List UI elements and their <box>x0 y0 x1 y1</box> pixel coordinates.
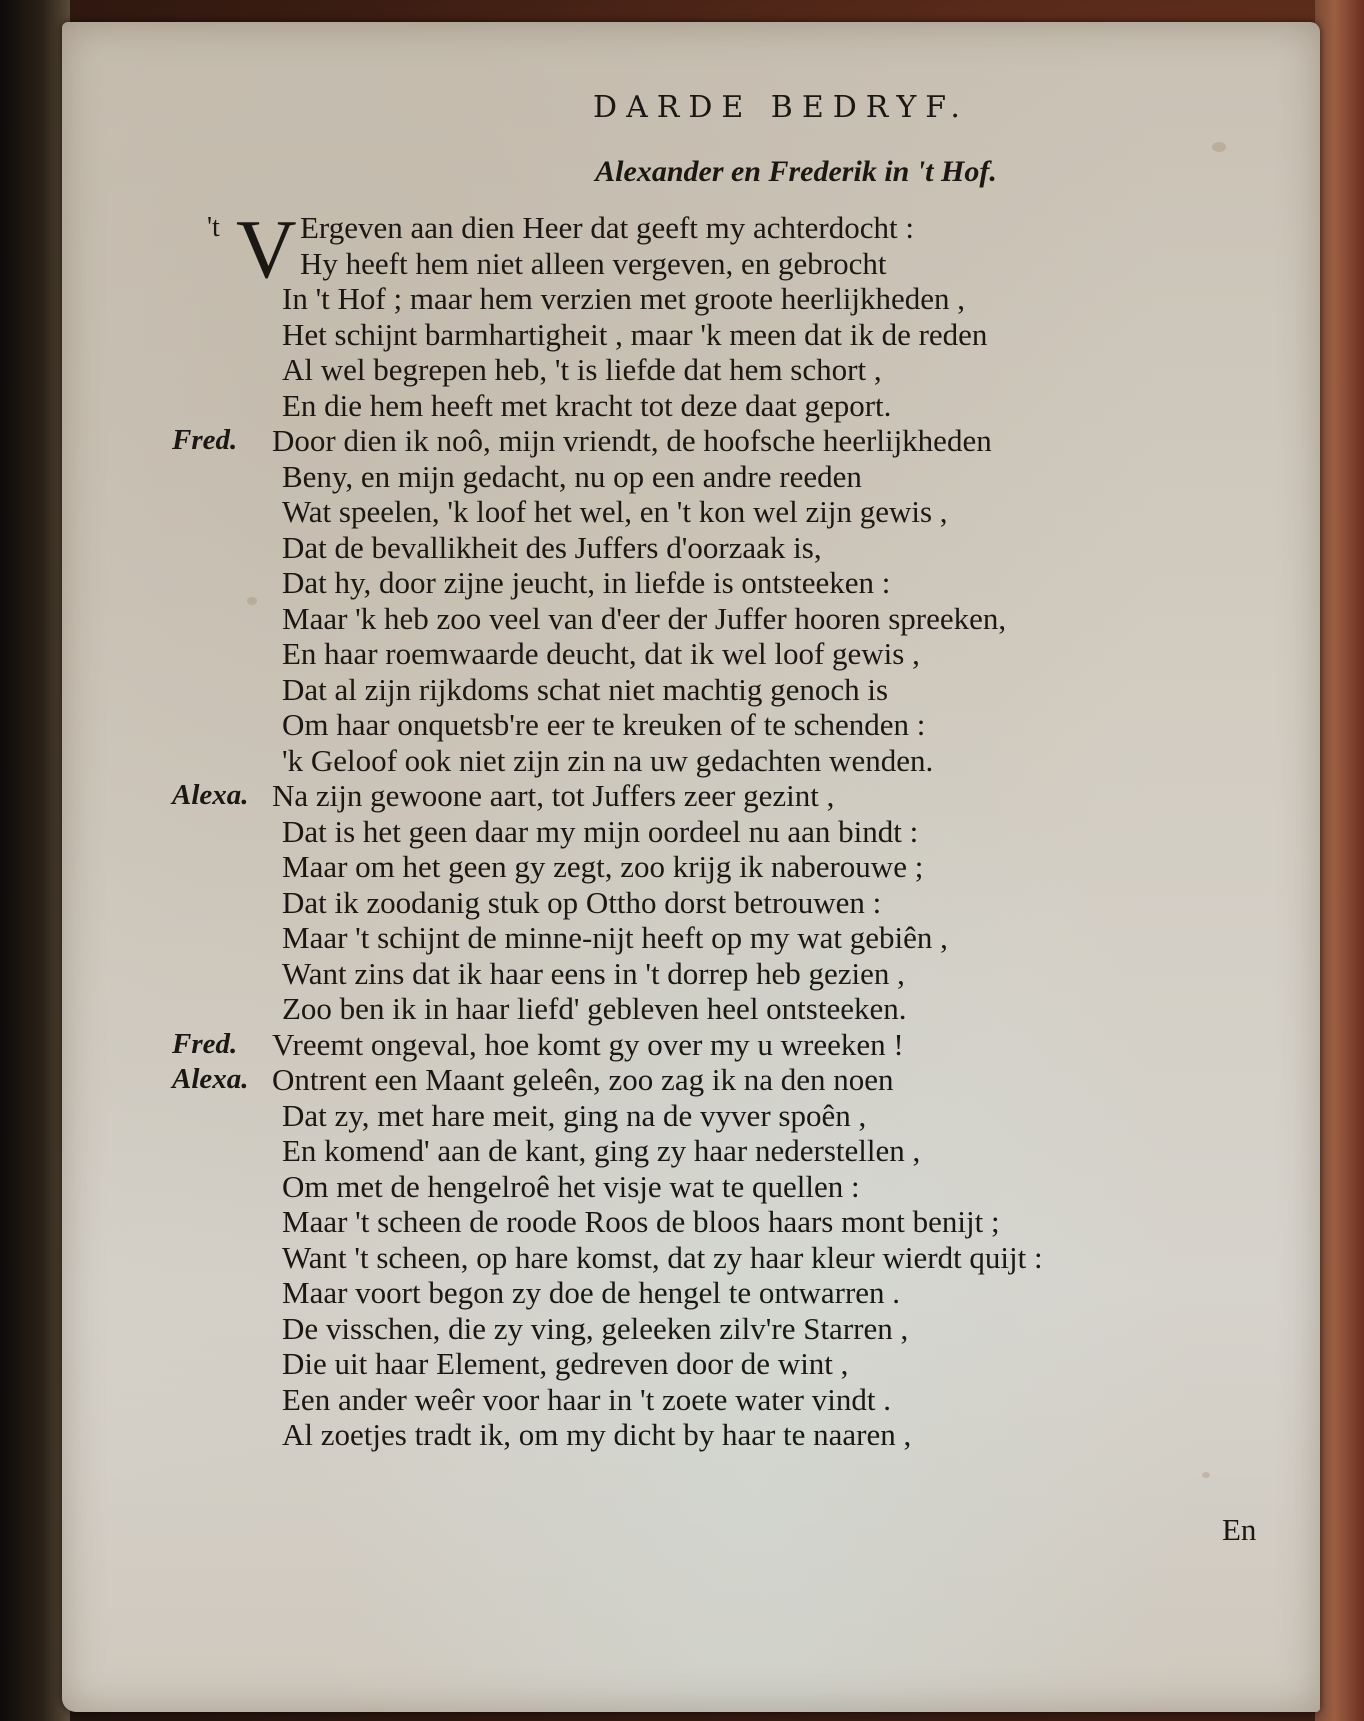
verse-line <box>172 423 1292 459</box>
verse-text: En komend' aan de kant, ging zy haar nederstellen , <box>282 1133 921 1168</box>
verse-text: Maar om het geen gy zegt, zoo krijg ik naberouwe ; <box>282 849 924 884</box>
verse-line <box>242 1311 1292 1347</box>
verse-line <box>242 494 1292 530</box>
speaker-label: Alexa. <box>172 779 249 811</box>
verse-text: Zoo ben ik in haar liefd' gebleven heel ontsteeken. <box>282 991 907 1026</box>
verse-line <box>242 565 1292 601</box>
verse-line <box>242 1417 1292 1453</box>
verse-text: 'k Geloof ook niet zijn zin na uw gedachten wenden. <box>282 742 934 778</box>
verse-line <box>242 1275 1292 1311</box>
verse-line <box>242 672 1292 708</box>
verse-text: Het schijnt barmhartigheit , maar 'k meen dat ik de reden <box>282 316 988 352</box>
verse-text: Ergeven aan dien Heer dat geeft my achterdocht : <box>300 210 914 245</box>
verse-text: En die hem heeft met kracht tot deze daat geport. <box>282 387 892 423</box>
verse-text: Dat al zijn rijkdoms schat niet machtig genoch is <box>282 671 889 707</box>
verse-text: Al zoetjes tradt ik, om my dicht by haar te naaren , <box>282 1417 912 1452</box>
verse-line <box>242 1169 1292 1205</box>
book-page <box>62 22 1320 1712</box>
verse-line <box>242 636 1292 672</box>
verse-line <box>242 352 1292 388</box>
verse-text: Na zijn gewoone aart, tot Juffers zeer gezint , <box>272 778 835 813</box>
verse-line <box>242 459 1292 495</box>
verse-lines <box>172 281 1292 1453</box>
verse-line <box>242 601 1292 637</box>
verse-line <box>172 1062 1292 1098</box>
catchword: En <box>1222 1512 1257 1547</box>
verse-text: Dat ik zoodanig stuk op Ottho dorst betrouwen : <box>282 884 882 920</box>
verse-text: Want zins dat ik haar eens in 't dorrep heb gezien , <box>282 955 905 991</box>
verse-line <box>242 920 1292 956</box>
verse-line <box>242 281 1292 317</box>
verse-text: Want 't scheen, op hare komst, dat zy haar kleur wierdt quijt : <box>282 1239 1043 1275</box>
verse-line <box>242 743 1292 779</box>
verse-line <box>242 849 1292 885</box>
verse-text: Een ander weêr voor haar in 't zoete water vindt . <box>282 1381 891 1417</box>
verse-text: Dat zy, met hare meit, ging na de vyver spoên , <box>282 1097 867 1133</box>
speaker-label: Fred. <box>172 424 238 456</box>
verse-text: De visschen, die zy ving, geleeken zilv're Starren , <box>282 1310 909 1346</box>
verse-block <box>172 203 1292 1453</box>
verse-line <box>242 530 1292 566</box>
speaker-label: Fred. <box>172 1027 238 1060</box>
verse-line <box>242 707 1292 743</box>
verse-text: Om haar onquetsb're eer te kreuken of te schenden : <box>282 707 926 742</box>
verse-text: Al wel begrepen heb, 't is liefde dat hem schort , <box>282 352 882 387</box>
paper-stain <box>1212 142 1226 152</box>
verse-line <box>242 1382 1292 1418</box>
verse-text: Vreemt ongeval, hoe komt gy over my u wreeken ! <box>272 1026 904 1062</box>
verse-line <box>242 388 1292 424</box>
verse-line <box>242 1346 1292 1382</box>
verse-line <box>242 1204 1292 1240</box>
verse-line <box>242 1098 1292 1134</box>
verse-line <box>242 814 1292 850</box>
verse-line <box>242 991 1292 1027</box>
verse-text: Door dien ik noô, mijn vriendt, de hoofsche heerlijkheden <box>272 423 992 458</box>
verse-text: In 't Hof ; maar hem verzien met groote heerlijkheden , <box>282 281 966 316</box>
book-left-edge <box>0 0 70 1721</box>
verse-text: Om met de hengelroê het visje wat te quellen : <box>282 1168 860 1204</box>
book-binding <box>1315 0 1364 1721</box>
paper-stain <box>1202 1472 1210 1478</box>
verse-line <box>242 956 1292 992</box>
verse-text: Wat speelen, 'k loof het wel, en 't kon wel zijn gewis , <box>282 494 948 529</box>
verse-text: Beny, en mijn gedacht, nu op een andre reeden <box>282 458 862 494</box>
verse-text: Dat hy, door zijne jeucht, in liefde is ontsteeken : <box>282 565 891 600</box>
verse-text: Maar 't schijnt de minne-nijt heeft op my wat gebiên , <box>282 920 948 955</box>
drop-capital: V <box>236 203 297 296</box>
line-prefix: 't <box>207 212 220 243</box>
verse-text: En haar roemwaarde deucht, dat ik wel loof gewis , <box>282 636 920 671</box>
verse-text: Dat de bevallikheit des Juffers d'oorzaak is, <box>282 529 822 565</box>
verse-line <box>242 246 1292 282</box>
verse-line <box>242 1240 1292 1276</box>
verse-line <box>242 317 1292 353</box>
verse-text: Maar 't scheen de roode Roos de bloos haars mont benijt ; <box>282 1204 1000 1239</box>
verse-text: Ontrent een Maant geleên, zoo zag ik na den noen <box>272 1062 894 1097</box>
verse-line <box>242 885 1292 921</box>
verse-line <box>172 1026 1292 1063</box>
page-header: DARDE BEDRYF. <box>593 90 969 125</box>
verse-text: Die uit haar Element, gedreven door de wint , <box>282 1346 849 1381</box>
verse-line <box>172 778 1292 814</box>
verse-text: Dat is het geen daar my mijn oordeel nu aan bindt : <box>282 813 919 849</box>
scene-subtitle: Alexander en Frederik in 't Hof. <box>595 155 997 188</box>
verse-line <box>242 1133 1292 1169</box>
speaker-label: Alexa. <box>172 1063 249 1095</box>
verse-text: Maar 'k heb zoo veel van d'eer der Juffer hooren spreeken, <box>282 600 1007 636</box>
verse-text: Hy heeft hem niet alleen vergeven, en gebrocht <box>300 245 887 281</box>
verse-text: Maar voort begon zy doe de hengel te ontwarren . <box>282 1275 901 1310</box>
